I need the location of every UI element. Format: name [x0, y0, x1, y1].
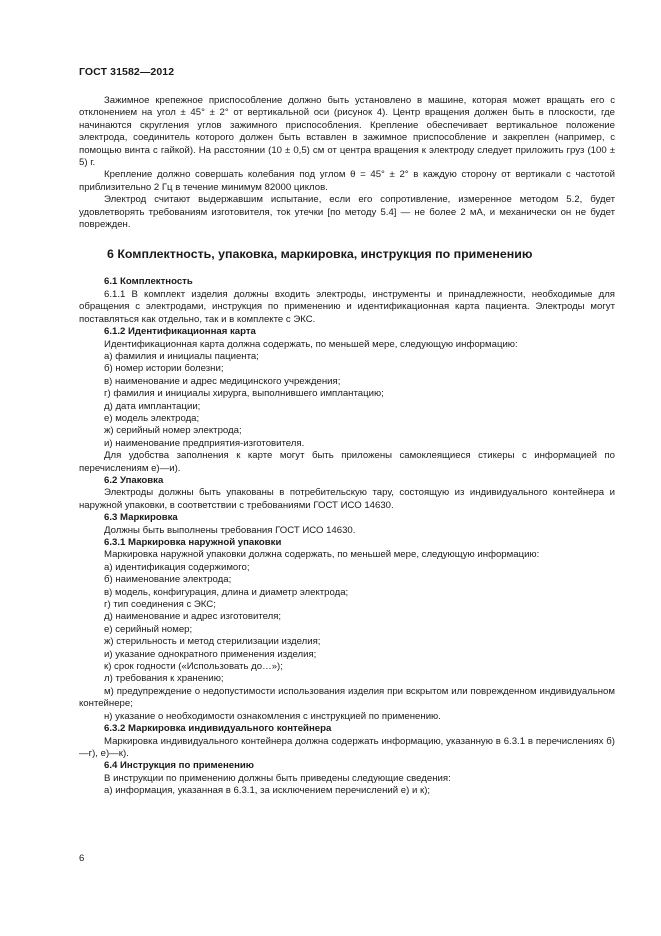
list-item: а) идентификация содержимого;: [104, 561, 250, 573]
list-item: е) серийный номер;: [104, 623, 193, 635]
list-item: и) наименование предприятия-изготовителя.: [104, 437, 305, 449]
clause-6-1-2-note: Для удобства заполнения к карте могут быть приложены самоклеящиеся стикеры с информацией по перечислениям е)—и).: [79, 450, 615, 474]
list-item: г) фамилия и инициалы хирурга, выполнившего имплантацию;: [104, 388, 384, 400]
list-item: в) модель, конфигурация, длина и диаметр электрода;: [104, 586, 349, 598]
clause-6-4-intro: В инструкции по применению должны быть приведены следующие сведения:: [104, 772, 451, 784]
section-6-2-heading: 6.2 Упаковка: [104, 474, 164, 486]
section-6-title: 6 Комплектность, упаковка, маркировка, инструкция по применению: [107, 247, 533, 262]
list-item: г) тип соединения с ЭКС;: [104, 599, 216, 611]
list-item: а) фамилия и инициалы пациента;: [104, 350, 259, 362]
list-item: б) номер истории болезни;: [104, 363, 224, 375]
list-item: д) наименование и адрес изготовителя;: [104, 611, 282, 623]
section-6-1-heading: 6.1 Комплектность: [104, 276, 193, 288]
section-6-3-2-heading: 6.3.2 Маркировка индивидуального контейнера: [104, 723, 332, 735]
list-item: ж) стерильность и метод стерилизации изделия;: [104, 636, 321, 648]
list-item: м) предупреждение о недопустимости использования изделия при вскрытом или поврежденном индивидуальном контейнере;: [79, 685, 615, 710]
clause-6-1-2-intro: Идентификационная карта должна содержать, по меньшей мере, следующую информацию:: [104, 338, 518, 350]
list-item: д) дата имплантации;: [104, 400, 201, 412]
section-6-3-heading: 6.3 Маркировка: [104, 512, 178, 524]
clause-6-1-1: 6.1.1 В комплект изделия должны входить электроды, инструменты и принадлежности, необходимые для обращения с электродами, инструкция по применению и идентификационная карта пациента. Электроды могут поставляться как отдельно, так и в комплекте с ЭКС.: [79, 288, 615, 325]
clause-6-3-2: Маркировка индивидуального контейнера должна содержать информацию, указанную в 6.3.1 в перечислениях б)—г), е)—к).: [79, 735, 615, 759]
list-item: и) указание однократного применения изделия;: [104, 648, 317, 660]
intro-paragraph-3: Электрод считают выдержавшим испытание, если его сопротивление, измеренное методом 5.2, будет удовлетворять требованиям изготовителя, ток утечки [по методу 5.4] — не более 2 мА, и механически он не будет поврежден.: [79, 194, 615, 231]
list-item: а) информация, указанная в 6.3.1, за исключением перечислений е) и к);: [104, 785, 431, 797]
list-item: к) срок годности («Использовать до…»);: [104, 661, 283, 673]
intro-paragraph-2: Крепление должно совершать колебания под углом θ = 45° ± 2° в каждую сторону от вертикали с частотой приблизительно 2 Гц в течение минимум 82000 циклов.: [79, 169, 615, 193]
list-item: н) указание о необходимости ознакомления с инструкцией по применению.: [104, 710, 441, 722]
list-item: л) требования к хранению;: [104, 673, 224, 685]
standard-header: ГОСТ 31582—2012: [79, 66, 175, 78]
intro-paragraph-1: Зажимное крепежное приспособление должно быть установлено в машине, которая может вращать его с отклонением на угол ± 45° ± 2° от вертикальной оси (рисунок 4). Центр вращения должен быть в плоскости, где начинаются скругления углов зажимного приспособления. Крепление обеспечивает вертикальное положение электрода, соединитель которого должен быть вставлен в зажимное приспособление и закреплен (например, с помощью винта с гайкой). На расстоянии (10 ± 0,5) см от центра вращения к электроду следует приложить груз (100 ± 5) г.: [79, 95, 615, 169]
section-6-4-heading: 6.4 Инструкция по применению: [104, 760, 254, 772]
section-6-1-2-heading: 6.1.2 Идентификационная карта: [104, 326, 256, 338]
section-6-3-1-heading: 6.3.1 Маркировка наружной упаковки: [104, 537, 282, 548]
clause-6-3: Должны быть выполнены требования ГОСТ ИСО 14630.: [104, 524, 356, 536]
clause-6-2: Электроды должны быть упакованы в потребительскую тару, состоящую из индивидуального контейнера и наружной упаковки, в соответствии с требованиями ГОСТ ИСО 14630.: [79, 487, 615, 511]
list-item: в) наименование и адрес медицинского учреждения;: [104, 375, 341, 387]
page-number: 6: [79, 853, 85, 864]
list-item: б) наименование электрода;: [104, 574, 232, 586]
clause-6-3-1-intro: Маркировка наружной упаковки должна содержать, по меньшей мере, следующую информацию:: [104, 549, 540, 561]
list-item: ж) серийный номер электрода;: [104, 425, 242, 437]
page-content: [79, 95, 615, 798]
list-item: е) модель электрода;: [104, 412, 200, 424]
